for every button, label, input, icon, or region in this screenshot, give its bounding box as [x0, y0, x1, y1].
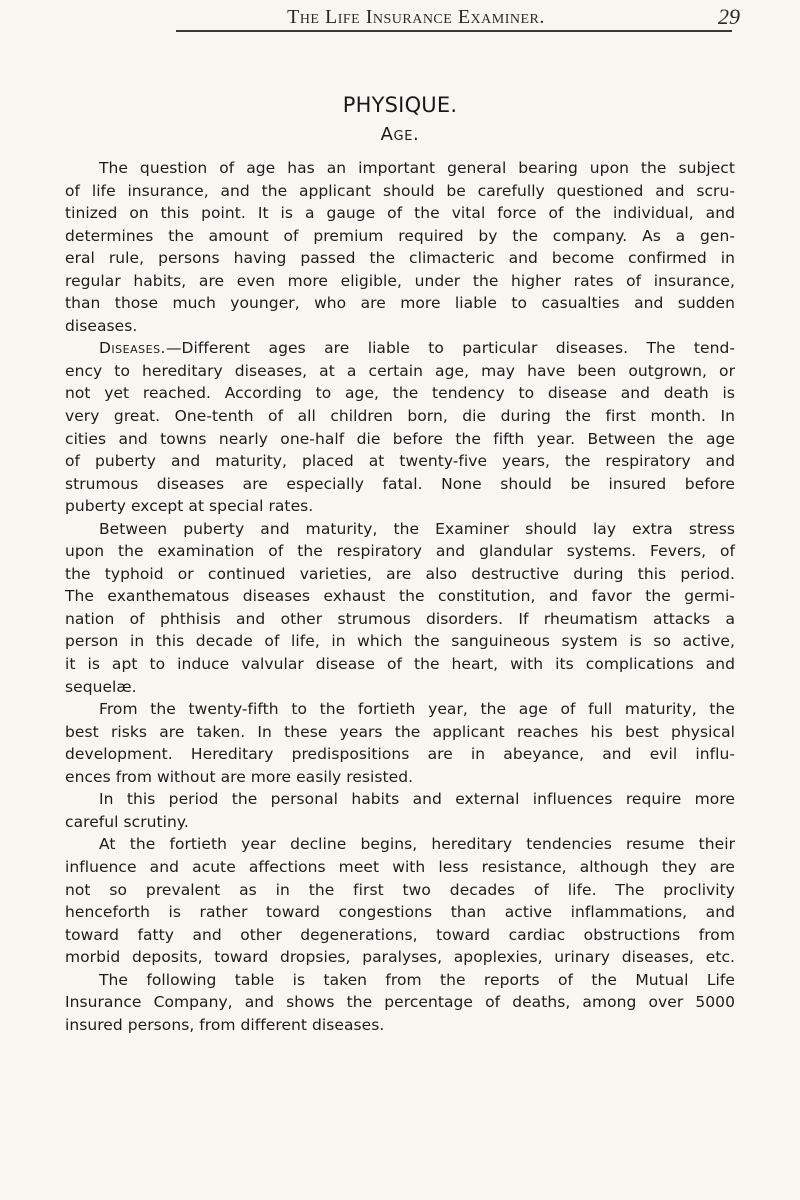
- text-line: ences from without are more easily resisted.: [65, 767, 414, 786]
- text-line: The exanthematous diseases exhaust the constitution, and favor the germi-: [65, 587, 735, 606]
- diseases-lead: Diseases.: [99, 339, 166, 358]
- text-line: regular habits, are even more eligible, under the higher rates of insurance,: [65, 271, 735, 290]
- text-line-rest: —Different ages are liable to particular diseases. The tend-: [165, 339, 735, 358]
- text-line: henceforth is rather toward congestions than active inflammations, and: [65, 903, 735, 922]
- text-line: In this period the personal habits and external influences require more: [99, 790, 735, 809]
- text-line: At the fortieth year decline begins, hereditary tendencies resume their: [99, 835, 735, 854]
- text-line: person in this decade of life, in which the sanguineous system is so active,: [65, 632, 735, 651]
- text-line: morbid deposits, toward dropsies, paralyses, apoplexies, urinary diseases, etc.: [65, 948, 735, 967]
- text-line: it is apt to induce valvular disease of the heart, with its complications and: [65, 655, 735, 674]
- header-rule: [176, 30, 732, 32]
- body-text: [65, 157, 735, 1036]
- text-line: the typhoid or continued varieties, are also destructive during this period.: [65, 564, 735, 583]
- subsection-title: Age.: [380, 124, 420, 145]
- text-line: not so prevalent as in the first two decades of life. The proclivity: [65, 880, 735, 899]
- page-number: 29: [718, 4, 740, 29]
- text-line: Between puberty and maturity, the Examiner should lay extra stress: [99, 519, 735, 538]
- text-line: ency to hereditary diseases, at a certain age, may have been outgrown, or: [65, 361, 735, 380]
- text-line: [65, 337, 735, 360]
- text-line: From the twenty-fifth to the fortieth year, the age of full maturity, the: [99, 700, 735, 719]
- text-line: development. Hereditary predispositions are in abeyance, and evil influ-: [65, 745, 735, 764]
- text-line: eral rule, persons having passed the climacteric and become confirmed in: [65, 249, 735, 268]
- running-head: The Life Insurance Examiner.: [287, 6, 545, 28]
- text-line: than those much younger, who are more liable to casualties and sudden: [65, 294, 735, 313]
- text-line: cities and towns nearly one-half die before the fifth year. Between the age: [65, 429, 735, 448]
- text-line: insured persons, from different diseases.: [65, 1015, 385, 1034]
- text-line: puberty except at special rates.: [65, 497, 314, 516]
- section-title: PHYSIQUE.: [342, 93, 458, 117]
- text-line: of puberty and maturity, placed at twenty-five years, the respiratory and: [65, 452, 735, 471]
- text-line: influence and acute affections meet with less resistance, although they are: [65, 857, 735, 876]
- text-line: nation of phthisis and other strumous disorders. If rheumatism attacks a: [65, 609, 735, 628]
- text-line: strumous diseases are especially fatal. None should be insured before: [65, 474, 735, 493]
- text-line: sequelæ.: [65, 677, 137, 696]
- text-line: toward fatty and other degenerations, toward cardiac obstructions from: [65, 925, 735, 944]
- text-line: of life insurance, and the applicant should be carefully questioned and scru-: [65, 181, 735, 200]
- text-line: The following table is taken from the reports of the Mutual Life: [99, 970, 735, 989]
- text-line: tinized on this point. It is a gauge of the vital force of the individual, and: [65, 204, 735, 223]
- text-line: very great. One-tenth of all children born, die during the first month. In: [65, 407, 735, 426]
- text-line: upon the examination of the respiratory and glandular systems. Fevers, of: [65, 542, 735, 561]
- text-line: careful scrutiny.: [65, 812, 189, 831]
- text-line: determines the amount of premium required by the company. As a gen-: [65, 226, 735, 245]
- text-line: The question of age has an important general bearing upon the subject: [99, 159, 735, 177]
- text-line: diseases.: [65, 316, 138, 335]
- text-line: not yet reached. According to age, the tendency to disease and death is: [65, 384, 735, 403]
- text-line: Insurance Company, and shows the percentage of deaths, among over 5000: [65, 993, 735, 1012]
- text-line: best risks are taken. In these years the applicant reaches his best physical: [65, 722, 735, 741]
